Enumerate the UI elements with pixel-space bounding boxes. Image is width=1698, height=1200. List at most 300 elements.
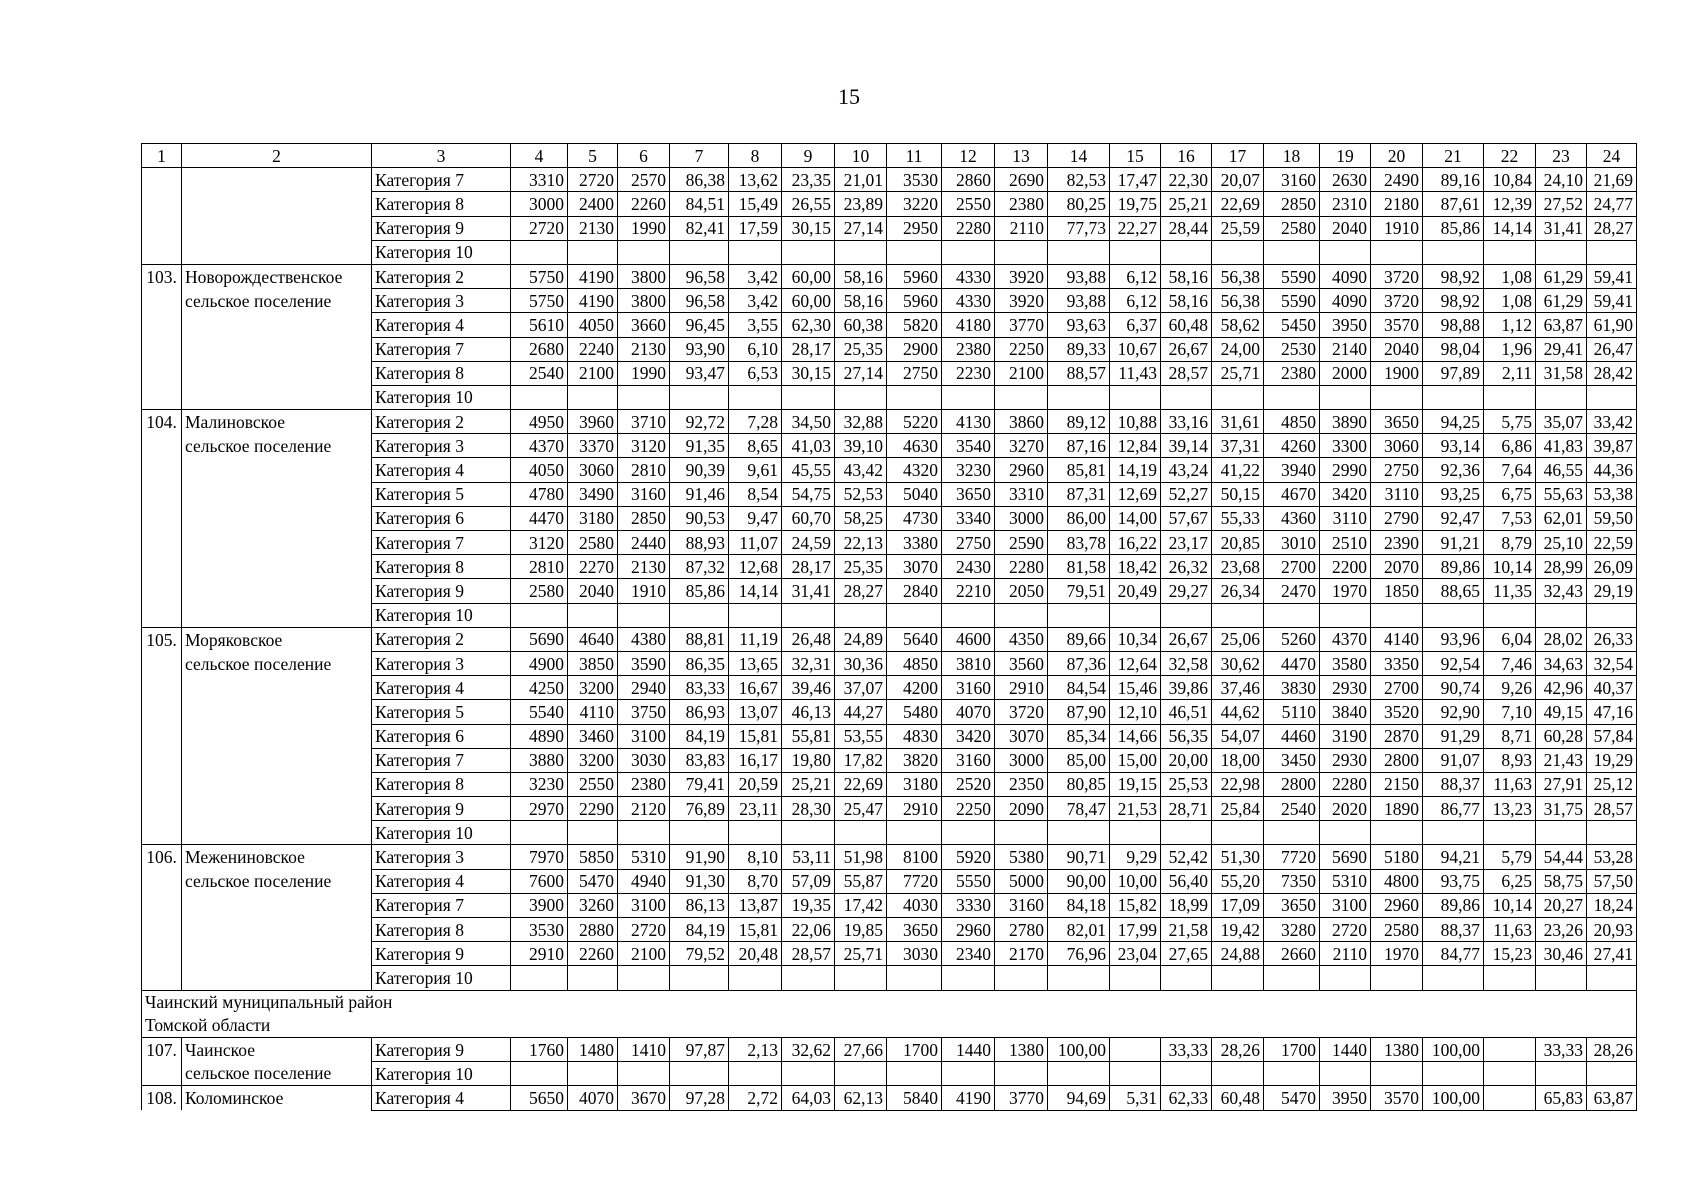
value-cell: 100,00 [1423,1037,1484,1061]
settlement-name [182,361,372,385]
value-cell: 4890 [511,724,568,748]
value-cell: 24,10 [1536,168,1587,192]
value-cell: 3160 [942,676,995,700]
value-cell: 39,87 [1587,434,1637,458]
value-cell: 3800 [618,289,670,313]
value-cell: 1900 [1371,361,1423,385]
value-cell: 2960 [995,458,1048,482]
header-row [142,144,1637,168]
value-cell: 4130 [942,410,995,434]
settlement-name [182,966,372,990]
value-cell: 82,53 [1048,168,1110,192]
value-cell: 4470 [1264,651,1320,675]
column-header: 22 [1484,144,1536,168]
value-cell: 40,37 [1587,676,1637,700]
value-cell [511,821,568,845]
settlement-number [142,313,182,337]
value-cell: 31,58 [1536,361,1587,385]
table-row [142,531,1637,555]
value-cell: 2240 [568,337,618,361]
value-cell: 96,58 [670,289,729,313]
value-cell: 61,29 [1536,289,1587,313]
value-cell: 89,86 [1423,893,1484,917]
table-row [142,942,1637,966]
settlement-name [182,603,372,627]
value-cell [511,1062,568,1086]
value-cell [887,385,942,409]
value-cell [1423,966,1484,990]
value-cell: 51,98 [835,845,887,869]
value-cell: 2940 [618,676,670,700]
value-cell [1161,821,1212,845]
value-cell: 13,65 [729,651,782,675]
value-cell: 23,35 [782,168,835,192]
value-cell: 27,91 [1536,772,1587,796]
value-cell [1264,821,1320,845]
value-cell: 1410 [618,1037,670,1061]
value-cell: 27,52 [1536,192,1587,216]
value-cell: 5480 [887,700,942,724]
value-cell [1536,240,1587,264]
value-cell: 25,71 [835,942,887,966]
value-cell: 96,58 [670,264,729,288]
value-cell: 3000 [511,192,568,216]
value-cell: 92,36 [1423,458,1484,482]
value-cell: 28,27 [835,579,887,603]
value-cell: 1700 [1264,1037,1320,1061]
value-cell: 5750 [511,264,568,288]
value-cell: 5180 [1371,845,1423,869]
value-cell: 4850 [1264,410,1320,434]
value-cell: 2170 [995,942,1048,966]
category-cell: Категория 2 [372,627,511,651]
value-cell: 18,42 [1110,555,1161,579]
value-cell: 46,51 [1161,700,1212,724]
value-cell: 24,88 [1212,942,1264,966]
value-cell [942,1062,995,1086]
value-cell: 50,15 [1212,482,1264,506]
value-cell: 2130 [618,337,670,361]
value-cell: 53,28 [1587,845,1637,869]
value-cell [1161,240,1212,264]
value-cell [1320,821,1371,845]
value-cell: 2380 [995,192,1048,216]
table-row [142,603,1637,627]
value-cell: 56,38 [1212,289,1264,313]
value-cell: 59,50 [1587,506,1637,530]
value-cell: 3770 [995,313,1048,337]
value-cell [568,385,618,409]
value-cell [670,603,729,627]
settlement-number [142,506,182,530]
value-cell: 28,57 [1161,361,1212,385]
value-cell: 2680 [511,337,568,361]
table-row [142,264,1637,288]
value-cell: 85,00 [1048,748,1110,772]
value-cell: 3180 [568,506,618,530]
column-header: 19 [1320,144,1371,168]
value-cell: 2250 [942,797,995,821]
value-cell [995,240,1048,264]
value-cell: 20,27 [1536,893,1587,917]
value-cell: 2070 [1371,555,1423,579]
value-cell: 98,92 [1423,289,1484,313]
value-cell: 4370 [511,434,568,458]
value-cell: 25,59 [1212,216,1264,240]
settlement-number [142,482,182,506]
value-cell: 3120 [618,434,670,458]
value-cell: 27,65 [1161,942,1212,966]
value-cell: 37,07 [835,676,887,700]
category-cell: Категория 9 [372,579,511,603]
value-cell: 53,11 [782,845,835,869]
value-cell: 30,36 [835,651,887,675]
value-cell: 15,49 [729,192,782,216]
settlement-number [142,192,182,216]
value-cell: 77,73 [1048,216,1110,240]
category-cell: Категория 7 [372,748,511,772]
value-cell: 97,28 [670,1086,729,1110]
value-cell: 3750 [618,700,670,724]
value-cell [1320,1062,1371,1086]
settlement-name [182,385,372,409]
value-cell: 3650 [887,918,942,942]
value-cell: 3720 [1371,264,1423,288]
value-cell [1371,821,1423,845]
value-cell: 20,59 [729,772,782,796]
value-cell: 92,72 [670,410,729,434]
value-cell: 4190 [942,1086,995,1110]
value-cell: 2100 [568,361,618,385]
value-cell: 93,75 [1423,869,1484,893]
value-cell: 4460 [1264,724,1320,748]
value-cell: 83,83 [670,748,729,772]
value-cell [887,966,942,990]
category-cell: Категория 7 [372,168,511,192]
value-cell: 87,31 [1048,482,1110,506]
value-cell: 5750 [511,289,568,313]
value-cell [568,821,618,845]
category-cell: Категория 8 [372,918,511,942]
value-cell: 2590 [995,531,1048,555]
value-cell [1536,821,1587,845]
table-row [142,966,1637,990]
value-cell [835,385,887,409]
value-cell: 17,09 [1212,893,1264,917]
value-cell: 28,17 [782,555,835,579]
value-cell: 4070 [942,700,995,724]
value-cell: 4320 [887,458,942,482]
value-cell: 4600 [942,627,995,651]
value-cell: 5260 [1264,627,1320,651]
value-cell: 26,47 [1587,337,1637,361]
value-cell: 31,41 [1536,216,1587,240]
value-cell: 27,14 [835,216,887,240]
settlement-number [142,918,182,942]
value-cell: 28,30 [782,797,835,821]
value-cell: 98,88 [1423,313,1484,337]
settlement-number [142,531,182,555]
category-cell: Категория 9 [372,797,511,821]
value-cell [1048,240,1110,264]
settlement-name [182,700,372,724]
value-cell: 79,51 [1048,579,1110,603]
value-cell: 23,89 [835,192,887,216]
value-cell: 80,85 [1048,772,1110,796]
value-cell: 3720 [995,700,1048,724]
value-cell [568,966,618,990]
value-cell: 56,40 [1161,869,1212,893]
value-cell: 17,42 [835,893,887,917]
value-cell: 2510 [1320,531,1371,555]
value-cell: 90,00 [1048,869,1110,893]
value-cell: 5,75 [1484,410,1536,434]
value-cell: 65,83 [1536,1086,1587,1110]
settlement-number [142,289,182,313]
value-cell: 3370 [568,434,618,458]
value-cell: 3180 [887,772,942,796]
value-cell: 56,38 [1212,264,1264,288]
value-cell: 12,10 [1110,700,1161,724]
table-row [142,1062,1637,1086]
value-cell [1110,1062,1161,1086]
value-cell: 2130 [568,216,618,240]
value-cell [511,240,568,264]
value-cell: 3160 [1264,168,1320,192]
settlement-name [182,893,372,917]
settlement-number [142,1062,182,1086]
table-row [142,676,1637,700]
value-cell [1110,385,1161,409]
value-cell: 20,00 [1161,748,1212,772]
table-row [142,361,1637,385]
value-cell: 4050 [568,313,618,337]
value-cell: 20,07 [1212,168,1264,192]
value-cell: 2580 [511,579,568,603]
value-cell: 3270 [995,434,1048,458]
value-cell: 2720 [568,168,618,192]
value-cell: 17,99 [1110,918,1161,942]
table-row [142,700,1637,724]
value-cell: 89,16 [1423,168,1484,192]
category-cell: Категория 2 [372,264,511,288]
value-cell [1536,1062,1587,1086]
value-cell: 3160 [618,482,670,506]
value-cell: 6,75 [1484,482,1536,506]
value-cell: 2580 [1371,918,1423,942]
settlement-number [142,240,182,264]
settlement-number: 104. [142,410,182,434]
value-cell: 61,29 [1536,264,1587,288]
value-cell: 39,10 [835,434,887,458]
value-cell: 5590 [1264,264,1320,288]
table-row [142,1037,1637,1061]
settlement-number [142,603,182,627]
value-cell: 3310 [511,168,568,192]
category-cell: Категория 8 [372,192,511,216]
value-cell: 5820 [887,313,942,337]
value-cell: 20,48 [729,942,782,966]
value-cell: 58,16 [1161,264,1212,288]
value-cell: 6,12 [1110,289,1161,313]
value-cell: 2910 [511,942,568,966]
value-cell [942,966,995,990]
page-number: 15 [838,84,860,109]
value-cell: 55,81 [782,724,835,748]
value-cell: 3650 [1264,893,1320,917]
value-cell: 23,68 [1212,555,1264,579]
value-cell [1320,240,1371,264]
value-cell: 28,26 [1212,1037,1264,1061]
value-cell: 60,48 [1161,313,1212,337]
value-cell: 21,43 [1536,748,1587,772]
value-cell: 3530 [887,168,942,192]
value-cell: 26,67 [1161,337,1212,361]
category-cell: Категория 8 [372,772,511,796]
value-cell: 4940 [618,869,670,893]
value-cell: 33,33 [1161,1037,1212,1061]
value-cell: 5920 [942,845,995,869]
value-cell: 4470 [511,506,568,530]
value-cell: 2290 [568,797,618,821]
value-cell [1048,1062,1110,1086]
value-cell [729,1062,782,1086]
category-cell: Категория 7 [372,531,511,555]
value-cell: 2210 [942,579,995,603]
value-cell: 4190 [568,289,618,313]
value-cell: 91,90 [670,845,729,869]
value-cell: 22,30 [1161,168,1212,192]
value-cell: 4330 [942,264,995,288]
settlement-name [182,240,372,264]
value-cell: 2130 [618,555,670,579]
category-cell: Категория 4 [372,1086,511,1110]
value-cell [1484,603,1536,627]
value-cell: 87,32 [670,555,729,579]
value-cell: 25,47 [835,797,887,821]
table-row [142,772,1637,796]
value-cell: 15,81 [729,918,782,942]
value-cell [670,821,729,845]
value-cell: 6,86 [1484,434,1536,458]
value-cell: 2880 [568,918,618,942]
value-cell: 88,37 [1423,918,1484,942]
category-cell: Категория 10 [372,821,511,845]
settlement-number [142,942,182,966]
value-cell: 90,39 [670,458,729,482]
value-cell: 29,27 [1161,579,1212,603]
value-cell: 26,32 [1161,555,1212,579]
value-cell [1423,1062,1484,1086]
value-cell: 46,13 [782,700,835,724]
table-row [142,724,1637,748]
settlement-name: сельское поселение [182,651,372,675]
value-cell [1484,821,1536,845]
value-cell [670,966,729,990]
value-cell: 93,14 [1423,434,1484,458]
category-cell: Категория 6 [372,724,511,748]
value-cell [1587,240,1637,264]
value-cell [568,603,618,627]
settlement-number [142,748,182,772]
value-cell: 3950 [1320,1086,1371,1110]
value-cell: 2110 [995,216,1048,240]
value-cell: 3810 [942,651,995,675]
settlement-name [182,724,372,748]
settlement-number: 108. [142,1086,182,1110]
value-cell [782,966,835,990]
value-cell: 56,35 [1161,724,1212,748]
value-cell: 3350 [1371,651,1423,675]
settlement-number: 103. [142,264,182,288]
value-cell: 3660 [618,313,670,337]
value-cell: 52,42 [1161,845,1212,869]
value-cell: 21,01 [835,168,887,192]
value-cell: 1910 [1371,216,1423,240]
value-cell: 2,13 [729,1037,782,1061]
value-cell: 8,10 [729,845,782,869]
value-cell: 1480 [568,1037,618,1061]
value-cell: 5690 [1320,845,1371,869]
column-header: 23 [1536,144,1587,168]
value-cell: 89,66 [1048,627,1110,651]
value-cell [1371,1062,1423,1086]
settlement-name [182,821,372,845]
value-cell: 18,24 [1587,893,1637,917]
settlement-name: сельское поселение [182,289,372,313]
value-cell: 1380 [1371,1037,1423,1061]
value-cell: 44,36 [1587,458,1637,482]
value-cell: 2570 [618,168,670,192]
value-cell: 90,74 [1423,676,1484,700]
value-cell: 2140 [1320,337,1371,361]
value-cell: 11,63 [1484,772,1536,796]
value-cell [1212,385,1264,409]
value-cell: 46,55 [1536,458,1587,482]
value-cell: 5310 [618,845,670,869]
value-cell: 28,57 [782,942,835,966]
value-cell: 5960 [887,264,942,288]
column-header: 18 [1264,144,1320,168]
value-cell: 42,96 [1536,676,1587,700]
value-cell: 4380 [618,627,670,651]
table-row [142,845,1637,869]
value-cell: 44,27 [835,700,887,724]
value-cell: 87,61 [1423,192,1484,216]
value-cell [1371,385,1423,409]
value-cell: 2660 [1264,942,1320,966]
data-table [141,143,1637,1111]
value-cell: 10,00 [1110,869,1161,893]
value-cell: 12,84 [1110,434,1161,458]
value-cell: 4330 [942,289,995,313]
value-cell: 5850 [568,845,618,869]
column-header: 16 [1161,144,1212,168]
value-cell: 3960 [568,410,618,434]
value-cell [1423,240,1484,264]
category-cell: Категория 3 [372,845,511,869]
table-row [142,869,1637,893]
settlement-number [142,434,182,458]
value-cell: 33,16 [1161,410,1212,434]
category-cell: Категория 10 [372,240,511,264]
value-cell: 88,93 [670,531,729,555]
value-cell [1048,385,1110,409]
settlement-number [142,724,182,748]
value-cell: 89,33 [1048,337,1110,361]
value-cell: 41,22 [1212,458,1264,482]
value-cell [942,385,995,409]
